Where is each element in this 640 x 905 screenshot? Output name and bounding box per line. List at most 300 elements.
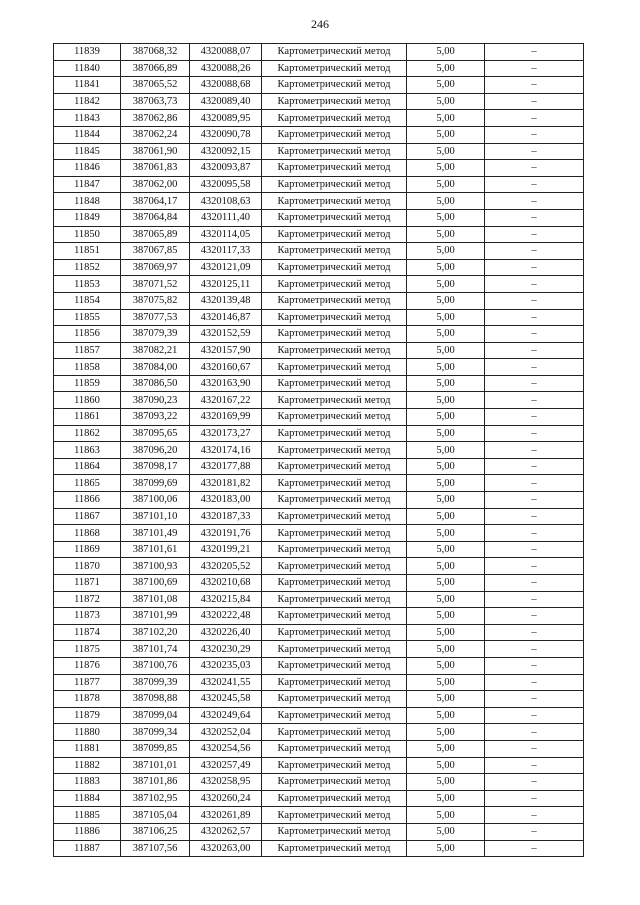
y-coordinate-cell: 4320177,88	[190, 458, 262, 475]
x-coordinate-cell: 387101,99	[121, 608, 190, 625]
table-row	[54, 425, 584, 442]
description-cell: –	[485, 724, 584, 741]
table-row	[54, 591, 584, 608]
point-number-cell: 11869	[54, 541, 121, 558]
description-cell: –	[485, 342, 584, 359]
point-number-cell: 11850	[54, 226, 121, 243]
x-coordinate-cell: 387102,20	[121, 624, 190, 641]
point-number-cell: 11875	[54, 641, 121, 658]
method-cell: Картометрический метод	[262, 143, 407, 160]
x-coordinate-cell: 387101,08	[121, 591, 190, 608]
x-coordinate-cell: 387065,89	[121, 226, 190, 243]
description-cell: –	[485, 558, 584, 575]
description-cell: –	[485, 624, 584, 641]
y-coordinate-cell: 4320173,27	[190, 425, 262, 442]
accuracy-cell: 5,00	[407, 126, 485, 143]
table-row	[54, 292, 584, 309]
table-row	[54, 492, 584, 509]
point-number-cell: 11853	[54, 276, 121, 293]
description-cell: –	[485, 292, 584, 309]
method-cell: Картометрический метод	[262, 326, 407, 343]
point-number-cell: 11874	[54, 624, 121, 641]
x-coordinate-cell: 387064,84	[121, 209, 190, 226]
table-row	[54, 126, 584, 143]
description-cell: –	[485, 475, 584, 492]
method-cell: Картометрический метод	[262, 840, 407, 857]
accuracy-cell: 5,00	[407, 525, 485, 542]
accuracy-cell: 5,00	[407, 342, 485, 359]
description-cell: –	[485, 60, 584, 77]
table-row	[54, 657, 584, 674]
method-cell: Картометрический метод	[262, 209, 407, 226]
y-coordinate-cell: 4320089,40	[190, 93, 262, 110]
x-coordinate-cell: 387061,83	[121, 160, 190, 177]
y-coordinate-cell: 4320191,76	[190, 525, 262, 542]
point-number-cell: 11844	[54, 126, 121, 143]
x-coordinate-cell: 387099,04	[121, 707, 190, 724]
point-number-cell: 11840	[54, 60, 121, 77]
point-number-cell: 11859	[54, 375, 121, 392]
x-coordinate-cell: 387069,97	[121, 259, 190, 276]
table-row	[54, 541, 584, 558]
y-coordinate-cell: 4320093,87	[190, 160, 262, 177]
method-cell: Картометрический метод	[262, 392, 407, 409]
method-cell: Картометрический метод	[262, 707, 407, 724]
description-cell: –	[485, 757, 584, 774]
point-number-cell: 11880	[54, 724, 121, 741]
x-coordinate-cell: 387062,24	[121, 126, 190, 143]
point-number-cell: 11857	[54, 342, 121, 359]
description-cell: –	[485, 359, 584, 376]
table-row	[54, 575, 584, 592]
table-row	[54, 442, 584, 459]
method-cell: Картометрический метод	[262, 757, 407, 774]
point-number-cell: 11884	[54, 790, 121, 807]
description-cell: –	[485, 176, 584, 193]
table-row	[54, 774, 584, 791]
accuracy-cell: 5,00	[407, 375, 485, 392]
point-number-cell: 11855	[54, 309, 121, 326]
point-number-cell: 11887	[54, 840, 121, 857]
method-cell: Картометрический метод	[262, 674, 407, 691]
description-cell: –	[485, 790, 584, 807]
y-coordinate-cell: 4320230,29	[190, 641, 262, 658]
x-coordinate-cell: 387101,74	[121, 641, 190, 658]
method-cell: Картометрический метод	[262, 641, 407, 658]
point-number-cell: 11843	[54, 110, 121, 127]
y-coordinate-cell: 4320088,26	[190, 60, 262, 77]
point-number-cell: 11873	[54, 608, 121, 625]
table-row	[54, 160, 584, 177]
x-coordinate-cell: 387086,50	[121, 375, 190, 392]
y-coordinate-cell: 4320226,40	[190, 624, 262, 641]
x-coordinate-cell: 387100,69	[121, 575, 190, 592]
y-coordinate-cell: 4320222,48	[190, 608, 262, 625]
method-cell: Картометрический метод	[262, 160, 407, 177]
x-coordinate-cell: 387093,22	[121, 409, 190, 426]
accuracy-cell: 5,00	[407, 44, 485, 61]
point-number-cell: 11845	[54, 143, 121, 160]
point-number-cell: 11861	[54, 409, 121, 426]
point-number-cell: 11864	[54, 458, 121, 475]
description-cell: –	[485, 143, 584, 160]
point-number-cell: 11847	[54, 176, 121, 193]
accuracy-cell: 5,00	[407, 591, 485, 608]
description-cell: –	[485, 425, 584, 442]
point-number-cell: 11876	[54, 657, 121, 674]
description-cell: –	[485, 243, 584, 260]
y-coordinate-cell: 4320199,21	[190, 541, 262, 558]
x-coordinate-cell: 387077,53	[121, 309, 190, 326]
y-coordinate-cell: 4320157,90	[190, 342, 262, 359]
method-cell: Картометрический метод	[262, 193, 407, 210]
x-coordinate-cell: 387096,20	[121, 442, 190, 459]
x-coordinate-cell: 387075,82	[121, 292, 190, 309]
table-row	[54, 790, 584, 807]
y-coordinate-cell: 4320210,68	[190, 575, 262, 592]
point-number-cell: 11867	[54, 508, 121, 525]
accuracy-cell: 5,00	[407, 176, 485, 193]
table-row	[54, 624, 584, 641]
method-cell: Картометрический метод	[262, 823, 407, 840]
method-cell: Картометрический метод	[262, 774, 407, 791]
description-cell: –	[485, 541, 584, 558]
y-coordinate-cell: 4320088,07	[190, 44, 262, 61]
y-coordinate-cell: 4320174,16	[190, 442, 262, 459]
method-cell: Картометрический метод	[262, 691, 407, 708]
x-coordinate-cell: 387082,21	[121, 342, 190, 359]
y-coordinate-cell: 4320111,40	[190, 209, 262, 226]
method-cell: Картометрический метод	[262, 126, 407, 143]
table-row	[54, 342, 584, 359]
accuracy-cell: 5,00	[407, 492, 485, 509]
accuracy-cell: 5,00	[407, 359, 485, 376]
table-row	[54, 757, 584, 774]
y-coordinate-cell: 4320235,03	[190, 657, 262, 674]
y-coordinate-cell: 4320169,99	[190, 409, 262, 426]
y-coordinate-cell: 4320263,00	[190, 840, 262, 857]
description-cell: –	[485, 442, 584, 459]
accuracy-cell: 5,00	[407, 326, 485, 343]
method-cell: Картометрический метод	[262, 409, 407, 426]
table-row	[54, 674, 584, 691]
y-coordinate-cell: 4320108,63	[190, 193, 262, 210]
accuracy-cell: 5,00	[407, 641, 485, 658]
table-row	[54, 259, 584, 276]
point-number-cell: 11882	[54, 757, 121, 774]
method-cell: Картометрический метод	[262, 292, 407, 309]
y-coordinate-cell: 4320088,68	[190, 77, 262, 94]
accuracy-cell: 5,00	[407, 475, 485, 492]
accuracy-cell: 5,00	[407, 392, 485, 409]
accuracy-cell: 5,00	[407, 724, 485, 741]
point-number-cell: 11885	[54, 807, 121, 824]
point-number-cell: 11852	[54, 259, 121, 276]
x-coordinate-cell: 387099,85	[121, 740, 190, 757]
method-cell: Картометрический метод	[262, 359, 407, 376]
accuracy-cell: 5,00	[407, 541, 485, 558]
method-cell: Картометрический метод	[262, 657, 407, 674]
description-cell: –	[485, 774, 584, 791]
x-coordinate-cell: 387101,10	[121, 508, 190, 525]
table-row	[54, 276, 584, 293]
x-coordinate-cell: 387065,52	[121, 77, 190, 94]
y-coordinate-cell: 4320089,95	[190, 110, 262, 127]
x-coordinate-cell: 387079,39	[121, 326, 190, 343]
point-number-cell: 11863	[54, 442, 121, 459]
table-row	[54, 475, 584, 492]
method-cell: Картометрический метод	[262, 44, 407, 61]
y-coordinate-cell: 4320167,22	[190, 392, 262, 409]
accuracy-cell: 5,00	[407, 292, 485, 309]
method-cell: Картометрический метод	[262, 541, 407, 558]
description-cell: –	[485, 740, 584, 757]
method-cell: Картометрический метод	[262, 375, 407, 392]
point-number-cell: 11878	[54, 691, 121, 708]
table-row	[54, 326, 584, 343]
description-cell: –	[485, 691, 584, 708]
accuracy-cell: 5,00	[407, 458, 485, 475]
point-number-cell: 11866	[54, 492, 121, 509]
x-coordinate-cell: 387101,49	[121, 525, 190, 542]
table-row	[54, 641, 584, 658]
description-cell: –	[485, 93, 584, 110]
method-cell: Картометрический метод	[262, 508, 407, 525]
accuracy-cell: 5,00	[407, 707, 485, 724]
accuracy-cell: 5,00	[407, 276, 485, 293]
x-coordinate-cell: 387099,39	[121, 674, 190, 691]
method-cell: Картометрический метод	[262, 740, 407, 757]
x-coordinate-cell: 387062,86	[121, 110, 190, 127]
table-row	[54, 375, 584, 392]
table-row	[54, 508, 584, 525]
point-number-cell: 11886	[54, 823, 121, 840]
accuracy-cell: 5,00	[407, 60, 485, 77]
table-row	[54, 309, 584, 326]
description-cell: –	[485, 276, 584, 293]
table-row	[54, 707, 584, 724]
x-coordinate-cell: 387067,85	[121, 243, 190, 260]
accuracy-cell: 5,00	[407, 442, 485, 459]
accuracy-cell: 5,00	[407, 508, 485, 525]
method-cell: Картометрический метод	[262, 77, 407, 94]
method-cell: Картометрический метод	[262, 60, 407, 77]
x-coordinate-cell: 387063,73	[121, 93, 190, 110]
x-coordinate-cell: 387095,65	[121, 425, 190, 442]
table-row	[54, 77, 584, 94]
method-cell: Картометрический метод	[262, 309, 407, 326]
x-coordinate-cell: 387090,23	[121, 392, 190, 409]
x-coordinate-cell: 387071,52	[121, 276, 190, 293]
accuracy-cell: 5,00	[407, 243, 485, 260]
point-number-cell: 11839	[54, 44, 121, 61]
method-cell: Картометрический метод	[262, 458, 407, 475]
method-cell: Картометрический метод	[262, 575, 407, 592]
accuracy-cell: 5,00	[407, 93, 485, 110]
description-cell: –	[485, 508, 584, 525]
method-cell: Картометрический метод	[262, 624, 407, 641]
method-cell: Картометрический метод	[262, 93, 407, 110]
table-row	[54, 740, 584, 757]
accuracy-cell: 5,00	[407, 409, 485, 426]
y-coordinate-cell: 4320125,11	[190, 276, 262, 293]
point-number-cell: 11846	[54, 160, 121, 177]
accuracy-cell: 5,00	[407, 209, 485, 226]
method-cell: Картометрический метод	[262, 608, 407, 625]
table-row	[54, 392, 584, 409]
point-number-cell: 11870	[54, 558, 121, 575]
x-coordinate-cell: 387101,61	[121, 541, 190, 558]
y-coordinate-cell: 4320215,84	[190, 591, 262, 608]
accuracy-cell: 5,00	[407, 691, 485, 708]
table-body	[54, 44, 584, 857]
accuracy-cell: 5,00	[407, 558, 485, 575]
description-cell: –	[485, 160, 584, 177]
x-coordinate-cell: 387061,90	[121, 143, 190, 160]
point-number-cell: 11860	[54, 392, 121, 409]
description-cell: –	[485, 392, 584, 409]
table-row	[54, 243, 584, 260]
table-row	[54, 823, 584, 840]
table-row	[54, 458, 584, 475]
accuracy-cell: 5,00	[407, 740, 485, 757]
point-number-cell: 11877	[54, 674, 121, 691]
description-cell: –	[485, 823, 584, 840]
table-row	[54, 143, 584, 160]
y-coordinate-cell: 4320152,59	[190, 326, 262, 343]
x-coordinate-cell: 387100,76	[121, 657, 190, 674]
table-row	[54, 193, 584, 210]
accuracy-cell: 5,00	[407, 193, 485, 210]
method-cell: Картометрический метод	[262, 790, 407, 807]
point-number-cell: 11851	[54, 243, 121, 260]
description-cell: –	[485, 209, 584, 226]
y-coordinate-cell: 4320262,57	[190, 823, 262, 840]
description-cell: –	[485, 707, 584, 724]
accuracy-cell: 5,00	[407, 110, 485, 127]
y-coordinate-cell: 4320241,55	[190, 674, 262, 691]
y-coordinate-cell: 4320245,58	[190, 691, 262, 708]
point-number-cell: 11841	[54, 77, 121, 94]
accuracy-cell: 5,00	[407, 657, 485, 674]
table-row	[54, 359, 584, 376]
description-cell: –	[485, 807, 584, 824]
method-cell: Картометрический метод	[262, 724, 407, 741]
y-coordinate-cell: 4320114,05	[190, 226, 262, 243]
point-number-cell: 11881	[54, 740, 121, 757]
point-number-cell: 11858	[54, 359, 121, 376]
point-number-cell: 11883	[54, 774, 121, 791]
accuracy-cell: 5,00	[407, 259, 485, 276]
method-cell: Картометрический метод	[262, 558, 407, 575]
method-cell: Картометрический метод	[262, 276, 407, 293]
y-coordinate-cell: 4320121,09	[190, 259, 262, 276]
x-coordinate-cell: 387062,00	[121, 176, 190, 193]
table-row	[54, 209, 584, 226]
accuracy-cell: 5,00	[407, 226, 485, 243]
y-coordinate-cell: 4320261,89	[190, 807, 262, 824]
description-cell: –	[485, 575, 584, 592]
method-cell: Картометрический метод	[262, 425, 407, 442]
y-coordinate-cell: 4320139,48	[190, 292, 262, 309]
method-cell: Картометрический метод	[262, 342, 407, 359]
point-number-cell: 11865	[54, 475, 121, 492]
y-coordinate-cell: 4320160,67	[190, 359, 262, 376]
point-number-cell: 11872	[54, 591, 121, 608]
y-coordinate-cell: 4320146,87	[190, 309, 262, 326]
y-coordinate-cell: 4320163,90	[190, 375, 262, 392]
accuracy-cell: 5,00	[407, 160, 485, 177]
x-coordinate-cell: 387099,69	[121, 475, 190, 492]
description-cell: –	[485, 44, 584, 61]
accuracy-cell: 5,00	[407, 77, 485, 94]
point-number-cell: 11856	[54, 326, 121, 343]
y-coordinate-cell: 4320249,64	[190, 707, 262, 724]
method-cell: Картометрический метод	[262, 176, 407, 193]
accuracy-cell: 5,00	[407, 143, 485, 160]
table-row	[54, 409, 584, 426]
point-number-cell: 11842	[54, 93, 121, 110]
accuracy-cell: 5,00	[407, 790, 485, 807]
x-coordinate-cell: 387084,00	[121, 359, 190, 376]
x-coordinate-cell: 387101,86	[121, 774, 190, 791]
point-number-cell: 11879	[54, 707, 121, 724]
method-cell: Картометрический метод	[262, 492, 407, 509]
method-cell: Картометрический метод	[262, 226, 407, 243]
table-row	[54, 93, 584, 110]
description-cell: –	[485, 326, 584, 343]
y-coordinate-cell: 4320181,82	[190, 475, 262, 492]
point-number-cell: 11862	[54, 425, 121, 442]
x-coordinate-cell: 387106,25	[121, 823, 190, 840]
description-cell: –	[485, 458, 584, 475]
table-row	[54, 176, 584, 193]
point-number-cell: 11854	[54, 292, 121, 309]
table-row	[54, 525, 584, 542]
x-coordinate-cell: 387098,88	[121, 691, 190, 708]
table-row	[54, 724, 584, 741]
method-cell: Картометрический метод	[262, 110, 407, 127]
table-row	[54, 840, 584, 857]
description-cell: –	[485, 309, 584, 326]
table-row	[54, 226, 584, 243]
description-cell: –	[485, 591, 584, 608]
table-row	[54, 60, 584, 77]
accuracy-cell: 5,00	[407, 840, 485, 857]
description-cell: –	[485, 226, 584, 243]
point-number-cell: 11848	[54, 193, 121, 210]
y-coordinate-cell: 4320117,33	[190, 243, 262, 260]
accuracy-cell: 5,00	[407, 608, 485, 625]
x-coordinate-cell: 387066,89	[121, 60, 190, 77]
x-coordinate-cell: 387099,34	[121, 724, 190, 741]
y-coordinate-cell: 4320095,58	[190, 176, 262, 193]
x-coordinate-cell: 387101,01	[121, 757, 190, 774]
x-coordinate-cell: 387105,04	[121, 807, 190, 824]
point-number-cell: 11871	[54, 575, 121, 592]
method-cell: Картометрический метод	[262, 243, 407, 260]
point-number-cell: 11868	[54, 525, 121, 542]
y-coordinate-cell: 4320260,24	[190, 790, 262, 807]
page-number: 246	[311, 17, 329, 31]
method-cell: Картометрический метод	[262, 442, 407, 459]
method-cell: Картометрический метод	[262, 259, 407, 276]
description-cell: –	[485, 840, 584, 857]
table-row	[54, 608, 584, 625]
table-row	[54, 691, 584, 708]
description-cell: –	[485, 657, 584, 674]
x-coordinate-cell: 387102,95	[121, 790, 190, 807]
